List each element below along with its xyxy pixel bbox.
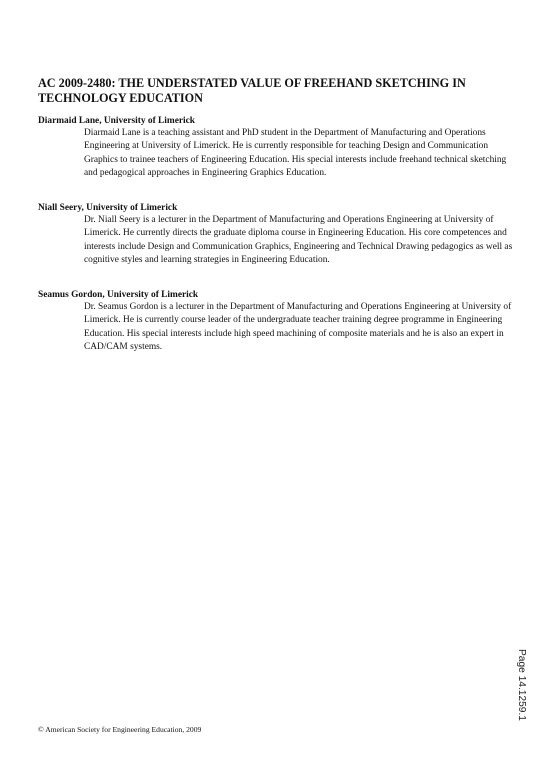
author-name: Diarmaid Lane, University of Limerick xyxy=(38,116,196,126)
paper-title: AC 2009-2480: THE UNDERSTATED VALUE OF FREEHAND SKETCHING IN TECHNOLOGY EDUCATION xyxy=(38,76,466,105)
side-page-number: Page 14.1259.1 xyxy=(516,649,527,721)
author-block xyxy=(38,202,518,268)
copyright-footer: © American Society for Engineering Education, 2009 xyxy=(38,725,202,734)
author-bio: Diarmaid Lane is a teaching assistant and PhD student in the Department of Manufacturing and Operations Engineering at University of Limerick. He is currently responsible for teaching Design and Communication Graphics to trainee teachers of Engineering Education. His special interests include freehand technical sketching and pedagogical approaches in Engineering Graphics Education. xyxy=(84,128,507,179)
author-bio: Dr. Niall Seery is a lecturer in the Department of Manufacturing and Operations Engineering at University of Limerick. He currently directs the graduate diploma course in Engineering Education. His core competences and interests include Design and Communication Graphics, Engineering and Technical Drawing pedagogics as well as cognitive styles and learning strategies in Engineering Education. xyxy=(84,215,513,266)
author-name: Seamus Gordon, University of Limerick xyxy=(38,290,199,300)
author-block xyxy=(38,289,518,355)
author-name: Niall Seery, University of Limerick xyxy=(38,203,178,213)
author-bio: Dr. Seamus Gordon is a lecturer in the Department of Manufacturing and Operations Engineering at University of Limerick. He is currently course leader of the undergraduate teacher training degree programme in Engineering Education. His special interests include high speed machining of composite materials and he is also an expert in CAD/CAM systems. xyxy=(84,302,512,353)
author-block xyxy=(38,115,518,181)
